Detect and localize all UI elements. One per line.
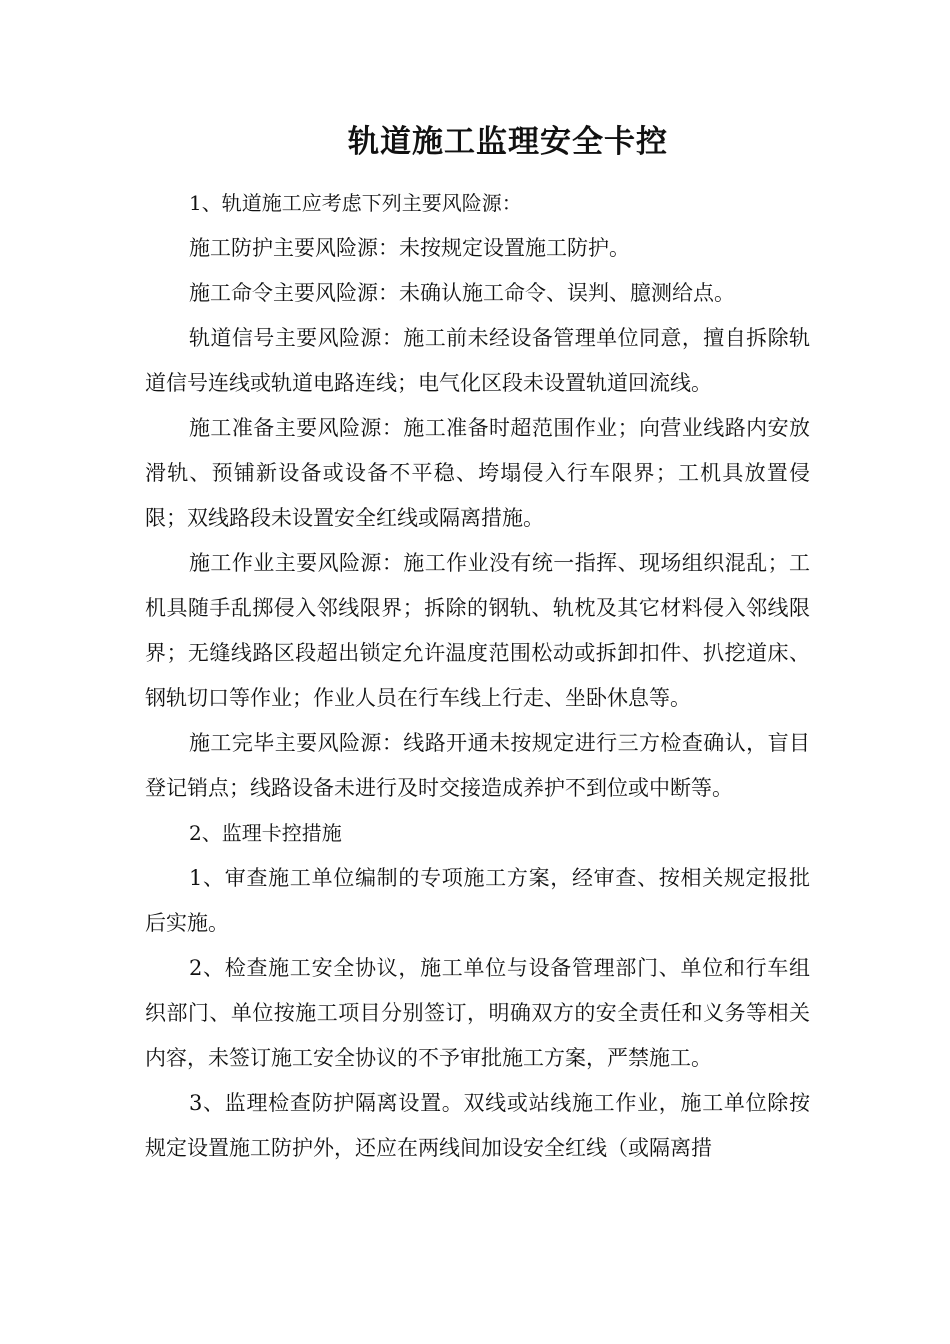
paragraph-measure-3: 3、监理检查防护隔离设置。双线或站线施工作业，施工单位除按规定设置施工防护外，还应在两线间加设安全红线（或隔离措: [145, 1091, 810, 1160]
paragraph-measure-1: 1、审查施工单位编制的专项施工方案，经审查、按相关规定报批后实施。: [145, 866, 810, 935]
paragraph-track-signal: 轨道信号主要风险源：施工前未经设备管理单位同意，擅自拆除轨道信号连线或轨道电路连线；电气化区段未设置轨道回流线。: [145, 326, 810, 395]
paragraph-construction-completion: 施工完毕主要风险源：线路开通未按规定进行三方检查确认，盲目登记销点；线路设备未进行及时交接造成养护不到位或中断等。: [145, 731, 810, 800]
section-heading-risk-sources: 1、轨道施工应考虑下列主要风险源：: [189, 191, 522, 215]
paragraph-construction-protection: 施工防护主要风险源：未按规定设置施工防护。: [189, 236, 630, 260]
document-title: 轨道施工监理安全卡控: [348, 124, 668, 160]
section-heading-control-measures: 2、监理卡控措施: [189, 821, 342, 845]
paragraph-construction-operation: 施工作业主要风险源：施工作业没有统一指挥、现场组织混乱；工机具随手乱掷侵入邻线限界；拆除的钢轨、轨枕及其它材料侵入邻线限界；无缝线路区段超出锁定允许温度范围松动或拆卸扣件、扒挖道床、钢轨切口等作业；作业人员在行车线上行走、坐卧休息等。: [145, 551, 810, 710]
paragraph-construction-preparation: 施工准备主要风险源：施工准备时超范围作业；向营业线路内安放滑轨、预铺新设备或设备不平稳、垮塌侵入行车限界；工机具放置侵限；双线路段未设置安全红线或隔离措施。: [145, 416, 810, 530]
document-body: [145, 181, 810, 1171]
paragraph-measure-2: 2、检查施工安全协议，施工单位与设备管理部门、单位和行车组织部门、单位按施工项目分别签订，明确双方的安全责任和义务等相关内容，未签订施工安全协议的不予审批施工方案，严禁施工。: [145, 956, 810, 1070]
paragraph-construction-order: 施工命令主要风险源：未确认施工命令、误判、臆测给点。: [189, 281, 735, 305]
